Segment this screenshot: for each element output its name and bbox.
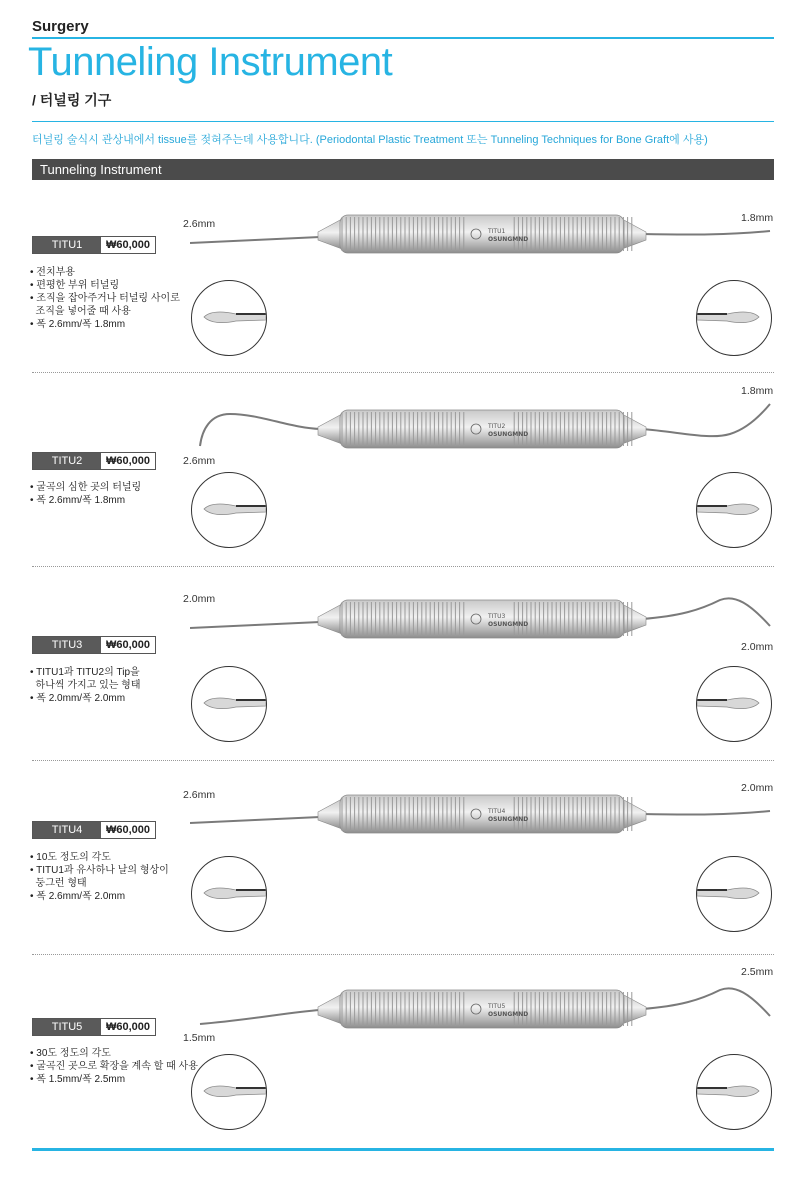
handle-code-text: TITU3 [488, 613, 506, 620]
size-right-label: 2.0mm [741, 641, 774, 653]
product-code: TITU5 [33, 1019, 101, 1035]
tip-detail-left [191, 666, 267, 742]
instrument-image [190, 205, 774, 270]
size-right-label: 1.8mm [741, 212, 774, 224]
product-note: • 굴곡진 곳으로 확장을 계속 할 때 사용 [30, 1061, 198, 1072]
instrument-image [190, 785, 774, 850]
handle-code-text: TITU4 [488, 808, 506, 815]
tip-detail-right [696, 856, 772, 932]
product-note: • 10도 정도의 각도 [30, 852, 111, 863]
section-bar-label: Tunneling Instrument [40, 162, 162, 177]
product-notes [30, 266, 180, 331]
product-notes [30, 1047, 198, 1086]
tip-detail-right [696, 1054, 772, 1130]
product-price: ₩60,000 [105, 639, 151, 651]
section-bar [32, 159, 774, 180]
product-code-price-box [32, 236, 156, 254]
size-right-label: 2.0mm [741, 782, 774, 794]
tip-detail-right [696, 280, 772, 356]
product-note: • 폭 2.6mm/폭 1.8mm [30, 495, 126, 506]
product-note: • 편평한 부위 터널링 [30, 280, 120, 291]
product-price: ₩60,000 [105, 239, 151, 251]
product-note: • 폭 1.5mm/폭 2.5mm [30, 1074, 126, 1085]
product-code-price-box [32, 636, 156, 654]
product-notes [30, 481, 141, 507]
size-left-label: 1.5mm [183, 1032, 216, 1044]
product-code-price-box [32, 1018, 156, 1036]
size-left-label: 2.0mm [183, 593, 216, 605]
product-note: • 30도 정도의 각도 [30, 1048, 111, 1059]
page-subtitle: / 터널링 기구 [32, 92, 112, 108]
product-note: • 굴곡의 심한 곳의 터널링 [30, 482, 142, 493]
tip-detail-right [696, 472, 772, 548]
handle-brand-text: OSUNGMND [488, 431, 529, 438]
intro-text: 터널링 술식시 관상내에서 tissue를 젖혀주는데 사용합니다. (Periodontal Plastic Treatment 또는 Tunneling Techniques for Bone Graft에 사용) [32, 134, 708, 146]
tip-detail-left [191, 280, 267, 356]
handle-brand-text: OSUNGMND [488, 236, 529, 243]
instrument-illustration [190, 980, 774, 1040]
product-note: 하나씩 가지고 있는 형태 [30, 680, 141, 691]
product-note: 조직을 넣어줄 때 사용 [30, 306, 131, 317]
section-divider [32, 566, 774, 567]
product-note: • TITU1과 유사하나 날의 형상이 [30, 865, 169, 876]
handle-brand-text: OSUNGMND [488, 816, 529, 823]
product-notes [30, 666, 141, 705]
tip-detail-left [191, 1054, 267, 1130]
product-code: TITU2 [33, 453, 101, 469]
section-divider [32, 372, 774, 373]
product-note: • TITU1과 TITU2의 Tip을 [30, 667, 140, 678]
top-rule [32, 37, 774, 39]
handle-brand-text: OSUNGMND [488, 621, 529, 628]
size-left-label: 2.6mm [183, 455, 216, 467]
tip-detail-left [191, 472, 267, 548]
instrument-illustration [190, 785, 774, 845]
size-right-label: 2.5mm [741, 966, 774, 978]
instrument-illustration [190, 205, 774, 265]
product-note: • 폭 2.6mm/폭 1.8mm [30, 319, 126, 330]
product-note: • 폭 2.6mm/폭 2.0mm [30, 891, 126, 902]
product-code-price-box [32, 452, 156, 470]
product-price: ₩60,000 [105, 455, 151, 467]
handle-code-text: TITU5 [488, 1003, 506, 1010]
tip-detail-left [191, 856, 267, 932]
instrument-illustration [190, 590, 774, 650]
product-code-price-box [32, 821, 156, 839]
size-left-label: 2.6mm [183, 789, 216, 801]
product-note: • 폭 2.0mm/폭 2.0mm [30, 693, 126, 704]
product-note: • 조직을 잡아주거나 터널링 사이로 [30, 293, 180, 304]
product-price: ₩60,000 [105, 824, 151, 836]
product-code: TITU3 [33, 637, 101, 653]
bottom-rule [32, 1148, 774, 1151]
tip-detail-right [696, 666, 772, 742]
page-title: Tunneling Instrument [28, 40, 393, 84]
size-right-label: 1.8mm [741, 385, 774, 397]
instrument-image [190, 980, 774, 1045]
instrument-image [190, 590, 774, 655]
product-note: 둥그런 형태 [30, 878, 87, 889]
handle-code-text: TITU2 [488, 423, 506, 430]
instrument-illustration [190, 400, 774, 460]
product-note: • 전치부용 [30, 267, 75, 278]
category-label: Surgery [32, 18, 89, 35]
section-divider [32, 954, 774, 955]
product-notes [30, 851, 169, 903]
product-price: ₩60,000 [105, 1021, 151, 1033]
section-divider [32, 760, 774, 761]
handle-code-text: TITU1 [488, 228, 506, 235]
product-code: TITU4 [33, 822, 101, 838]
size-left-label: 2.6mm [183, 218, 216, 230]
instrument-image [190, 400, 774, 465]
handle-brand-text: OSUNGMND [488, 1011, 529, 1018]
product-code: TITU1 [33, 237, 101, 253]
intro-rule [32, 121, 774, 122]
